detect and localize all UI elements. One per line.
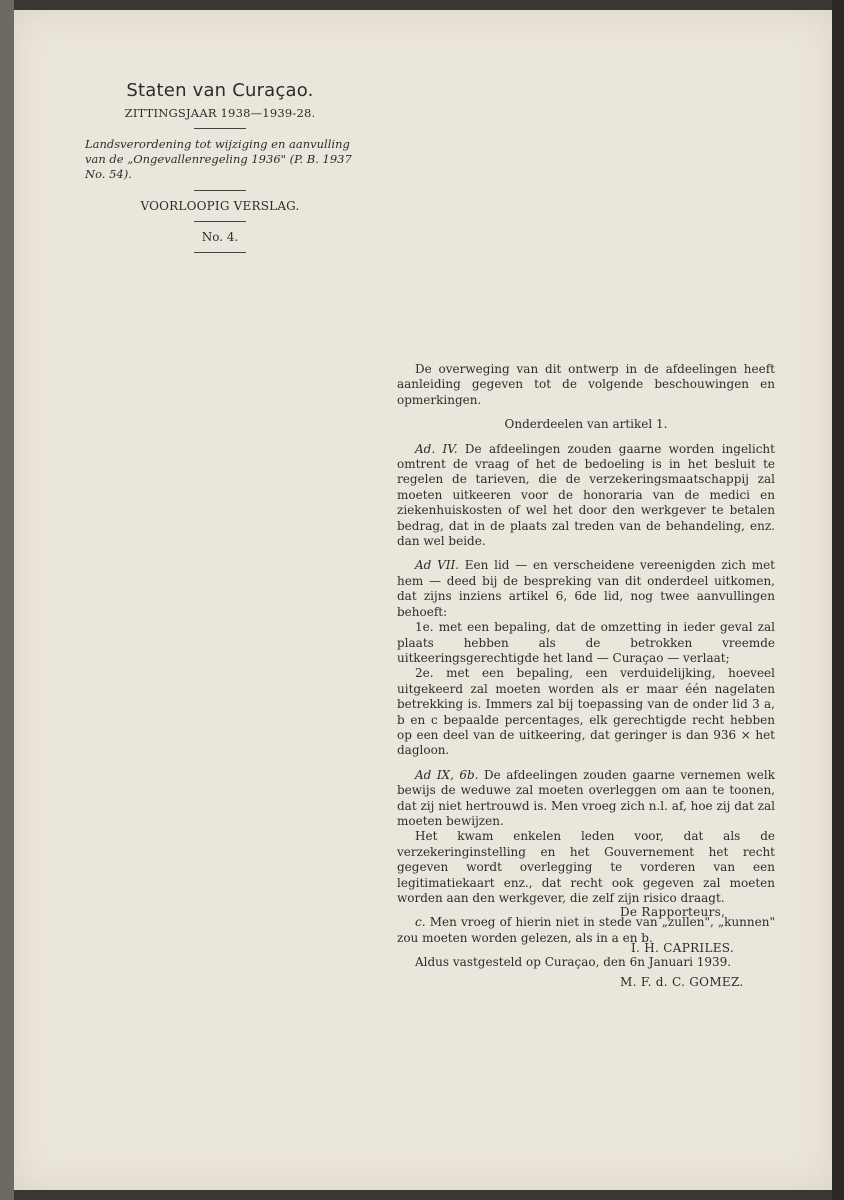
ad-vii-item-2: 2e. met een bepaling, een verduidelijking, hoeveel uitgekeerd zal moeten worden als er maar één nagelaten betrekking is. Immers zal bij toepassing van de onder lid 3 a, b en c bepaalde percentages, elk gerechtigde recht hebben op een deel van de uitkeering, dat geringer is dan 936 × het dagloon. <box>397 666 775 758</box>
ad-vii-text: Een lid — en verscheidene vereenigden zich met hem — deed bij de bespreking van dit onderdeel uitkomen, dat zijns inziens artikel 6, 6de lid, nog twee aanvullingen behoeft: <box>397 558 775 619</box>
report-type: VOORLOOPIG VERSLAG. <box>140 199 300 213</box>
closing-line: Aldus vastgesteld op Curaçao, den 6n Januari 1939. <box>415 955 732 970</box>
report-number: No. 4. <box>201 230 239 244</box>
header-subject: Landsverordening tot wijziging en aanvulling van de „Ongevallenregeling 1936" (P. B. 1937 No. 54). <box>85 137 352 181</box>
scan-right-edge <box>832 0 844 1200</box>
ad-ix-text: De afdeelingen zouden gaarne vernemen welk bewijs de weduwe zal moeten overleggen om aan te toonen, dat zij niet hertrouwd is. Men vroeg zich n.l. af, hoe zij dat zal moeten bewijzen. <box>397 767 775 828</box>
divider <box>194 221 246 222</box>
signature-name-2: M. F. d. C. GOMEZ. <box>620 975 744 989</box>
divider <box>194 128 246 129</box>
ad-iv-text: De afdeelingen zouden gaarne worden ingelicht omtrent de vraag of het de bedoeling is in het besluit te regelen de tarieven, die de verzekeringsmaatschappij zal moeten uitkeeren voor de honoraria van de medici en ziekenhuiskosten of wel het door den werkgever te betalen bedrag, dat in de plaats zal treden van de behandeling, enz. dan wel beide. <box>397 441 775 549</box>
divider <box>194 190 246 191</box>
intro-paragraph: De overweging van dit ontwerp in de afdeelingen heeft aanleiding gegeven tot de volgende beschouwingen en opmerkingen. <box>397 362 775 407</box>
signature-name-1: I. H. CAPRILES. <box>631 941 734 955</box>
ad-iv-paragraph <box>397 442 775 550</box>
section-heading: Onderdeelen van artikel 1. <box>504 417 668 432</box>
divider <box>194 252 246 253</box>
ad-vii-label: Ad VII. <box>415 558 460 573</box>
ad-vii-paragraph <box>397 558 775 620</box>
signatures-heading: De Rapporteurs, <box>620 905 726 919</box>
report-body <box>397 362 775 971</box>
point-c-label: c. <box>415 915 426 930</box>
header-title: Staten van Curaçao. <box>126 80 314 101</box>
scan-left-edge <box>0 0 14 1200</box>
ad-ix-label: Ad IX, 6b. <box>415 767 479 782</box>
ad-ix-paragraph <box>397 768 775 830</box>
ad-ix-paragraph-2: Het kwam enkelen leden voor, dat als de verzekeringinstelling en het Gouvernement het recht gegeven wordt overlegging te vorderen van een legitimatiekaart enz., dat recht ook gegeven zal moeten worden aan den werkgever, die zelf zijn risico draagt. <box>397 829 775 905</box>
header-session: ZITTINGSJAAR 1938—1939-28. <box>124 106 316 120</box>
ad-iv-label: Ad. IV. <box>415 441 458 456</box>
document-header <box>70 80 370 261</box>
ad-vii-item-1: 1e. met een bepaling, dat de omzetting in ieder geval zal plaats hebben als de betrokken vreemde uitkeeringsgerechtigde het land — Curaçao — verlaat; <box>397 620 775 665</box>
point-c-text: Men vroeg of hierin niet in stede van „zullen", „kunnen" zou moeten worden gelezen, als in a en b. <box>397 915 775 945</box>
